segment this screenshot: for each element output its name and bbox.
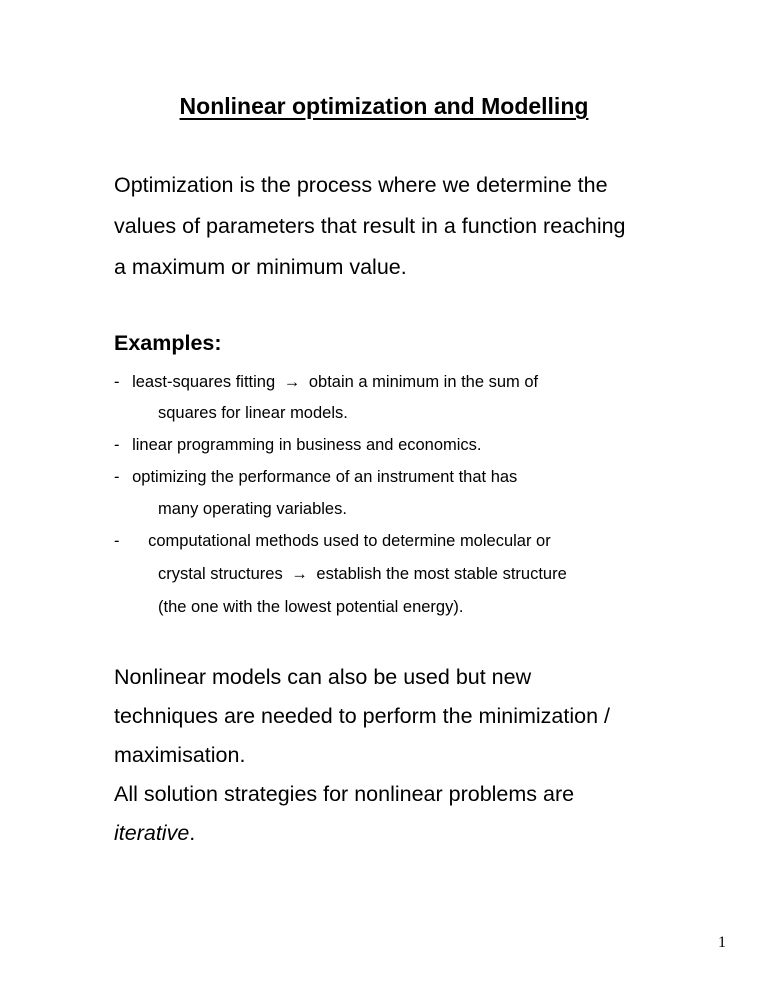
nonlinear-paragraph xyxy=(114,658,734,853)
list-item xyxy=(114,435,482,455)
list-item xyxy=(114,531,551,551)
intro-line: values of parameters that result in a function reaching xyxy=(114,214,626,238)
intro-line: a maximum or minimum value. xyxy=(114,255,407,279)
example-text: optimizing the performance of an instrument that has xyxy=(132,468,518,486)
example-continuation: (the one with the lowest potential energy). xyxy=(158,598,464,616)
emphasis-text: iterative xyxy=(114,821,190,845)
paragraph-line: All solution strategies for nonlinear problems are xyxy=(114,782,575,806)
intro-line: Optimization is the process where we determine the xyxy=(114,173,608,197)
example-text: crystal structures xyxy=(158,565,283,583)
list-dash: - xyxy=(114,373,120,391)
example-text: establish the most stable structure xyxy=(316,565,567,583)
intro-paragraph xyxy=(114,165,734,288)
example-text: linear programming in business and economics. xyxy=(132,436,482,454)
paragraph-line: maximisation. xyxy=(114,743,246,767)
paragraph-line xyxy=(114,814,734,853)
example-text: computational methods used to determine molecular or xyxy=(148,532,551,550)
examples-heading: Examples: xyxy=(114,331,222,355)
arrow-icon: → xyxy=(291,565,308,583)
example-text: obtain a minimum in the sum of xyxy=(308,373,539,391)
list-dash: - xyxy=(114,468,120,486)
paragraph-line: techniques are needed to perform the minimization / xyxy=(114,704,610,728)
example-text: least-squares fitting xyxy=(132,373,276,391)
page-number: 1 xyxy=(718,934,726,951)
example-continuation: squares for linear models. xyxy=(158,404,348,422)
list-item xyxy=(114,467,517,487)
paragraph-line: Nonlinear models can also be used but new xyxy=(114,665,532,689)
arrow-icon: → xyxy=(283,373,301,391)
example-continuation: many operating variables. xyxy=(158,500,347,518)
list-item xyxy=(114,372,538,392)
list-dash: - xyxy=(114,436,120,454)
page-title: Nonlinear optimization and Modelling xyxy=(179,93,589,119)
list-dash: - xyxy=(114,532,120,550)
example-continuation xyxy=(158,564,567,584)
period: . xyxy=(189,821,196,845)
